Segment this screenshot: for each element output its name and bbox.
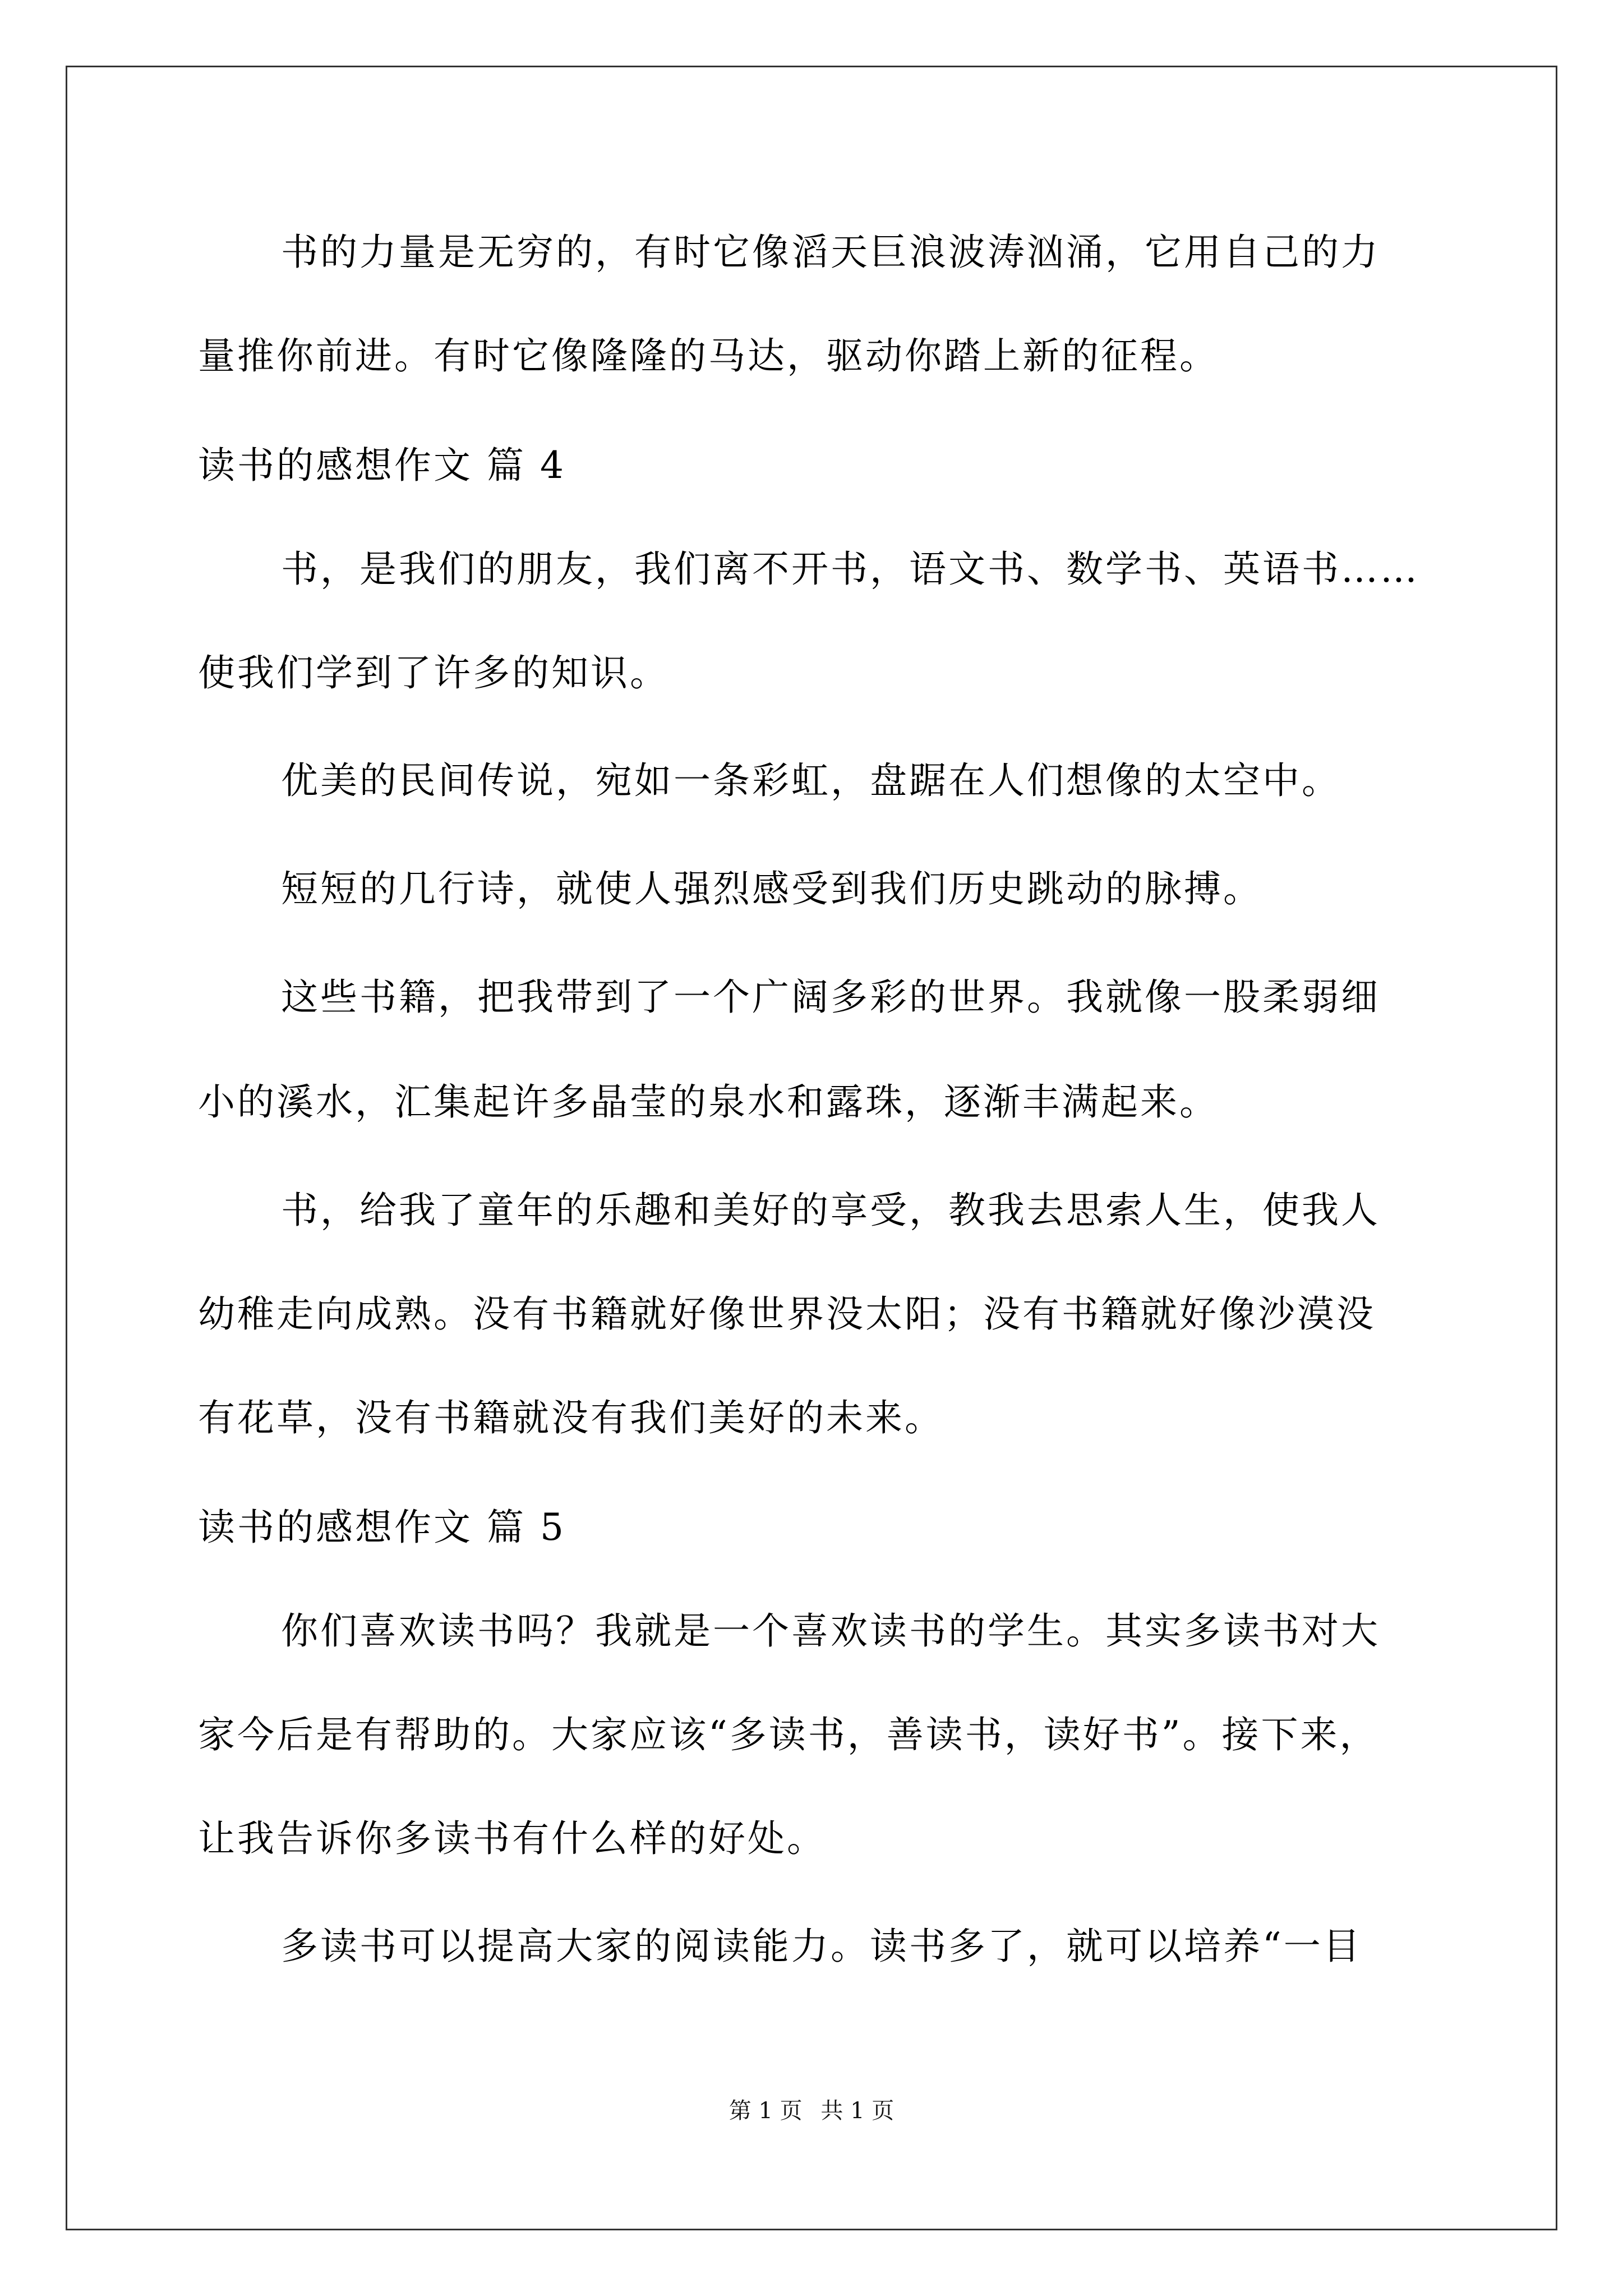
paragraph-line: 这些书籍，把我带到了一个广阔多彩的世界。我就像一股柔弱细 [281,976,1380,1019]
paragraph-line: 短短的几行诗，就使人强烈感受到我们历史跳动的脉搏。 [281,867,1262,910]
page-number: 第 1 页 [728,2098,803,2124]
paragraph-line: 让我告诉你多读书有什么样的好处。 [198,1817,826,1860]
paragraph-line: 书，是我们的朋友，我们离不开书，语文书、数学书、英语书…… [281,547,1419,591]
paragraph-line: 书，给我了童年的乐趣和美好的享受，教我去思索人生，使我人 [281,1189,1380,1232]
paragraph-line: 家今后是有帮助的。大家应该“多读书，善读书，读好书”。接下来， [198,1713,1379,1756]
page-total: 共 1 页 [820,2098,895,2124]
paragraph-line: 幼稚走向成熟。没有书籍就好像世界没太阳；没有书籍就好像沙漠没 [198,1292,1376,1336]
paragraph-line: 小的溪水，汇集起许多晶莹的泉水和露珠，逐渐丰满起来。 [198,1080,1219,1124]
paragraph-line: 量推你前进。有时它像隆隆的马达，驱动你踏上新的征程。 [198,334,1219,378]
paragraph-line: 使我们学到了许多的知识。 [198,651,669,694]
section-heading-4: 读书的感想作文 篇 4 [198,444,566,487]
paragraph-line: 优美的民间传说，宛如一条彩虹，盘踞在人们想像的太空中。 [281,759,1341,802]
page-footer [0,2097,1623,2125]
page-border [66,66,1557,2230]
paragraph-line: 有花草，没有书籍就没有我们美好的未来。 [198,1396,944,1439]
section-heading-5: 读书的感想作文 篇 5 [198,1506,566,1549]
paragraph-line: 多读书可以提高大家的阅读能力。读书多了，就可以培养“一目 [281,1925,1362,1968]
paragraph-line: 书的力量是无穷的，有时它像滔天巨浪波涛汹涌，它用自己的力 [281,231,1380,274]
paragraph-line: 你们喜欢读书吗？我就是一个喜欢读书的学生。其实多读书对大 [281,1609,1380,1653]
